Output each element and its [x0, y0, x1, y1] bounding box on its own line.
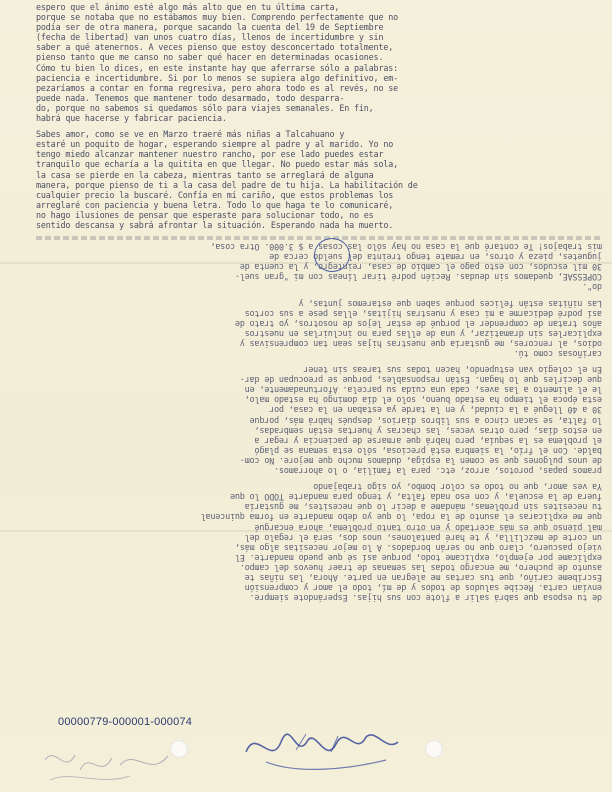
text-line: pezaríamos a contar en forma regresiva, pero ahora todo es al revés, no se — [36, 82, 399, 93]
text-line: mal pienso que es más acertado y en otro tanto problema, ahora encargué — [254, 522, 602, 533]
text-line: odios, al rencores, me gustaría que nuestras hijas sean tan comprensivas y — [239, 339, 602, 349]
paragraph — [36, 365, 602, 476]
text-line: En el colegio van estupendo, hacen todas sus tareas sin tener — [303, 365, 602, 376]
text-line: sentido descansa y sabrá afrontar la situación. Esperando nada ha muerto. — [36, 219, 394, 230]
text-line: espero que el ánimo esté algo más alto que en tu última carta, — [36, 2, 340, 12]
paragraph — [36, 482, 602, 603]
text-line: 30 mil escudos, con esto pago el cambio de casa, reintegro, y la cuenta de — [239, 262, 602, 273]
text-line: paciencia e incertidumbre. Si por lo menos se supiera algo definitivo, em- — [36, 72, 399, 83]
text-line: tranquilo que echaría a la quitita en que llegar. No puedo estar más sola, — [36, 159, 399, 170]
text-line: Ya ves amor, que no todo es color bombo, yo sigo trabajando — [313, 482, 602, 493]
text-line: (fecha de libertad) van unos cuatro días, llenos de incertidumbre y sin — [36, 32, 384, 43]
text-line: así podré dedicarme a mi casa y nuestras hijitas, ellas pese a sus cortos — [244, 308, 602, 319]
text-line: cualquier precio la buscaré. Confía en mí cariño, que estos problemas los — [36, 189, 394, 200]
text-line: un corte de mezclilla, y te haré pantalones, unos dos, será el regalo del — [244, 532, 602, 543]
text-line: tengo miedo alcanzar mantener nuestro rancho, por ese lado puedes estar — [36, 149, 384, 160]
text-line: COPESSAE, quedamos sin deudas. Recién podré tirar líneas con mi "gran suel- — [235, 272, 602, 283]
text-line: asunto de puchero, me encargo todas las semanas de traer huevos del campo. — [239, 562, 602, 573]
text-line: porque se notaba que no estábamos muy bien. Comprendo perfectamente que no — [36, 12, 399, 23]
handwritten-signature — [236, 722, 406, 782]
text-line: saber a qué atenernos. A veces pienso que estoy desconcertado totalmente, — [36, 42, 394, 53]
text-line: en estos días, pero otras veces, las chacras y huertas están sembradas, — [254, 425, 602, 436]
text-line: arreglaré con paciencia y buena letra. Todo lo que haga te lo comunicaré, — [36, 199, 394, 210]
paragraph — [36, 129, 602, 230]
text-line: Cómo tu bien lo dices, en este instante hay que aferrarse sólo a palabras: — [36, 62, 399, 73]
text-line: tu necesites sin problemas, mándame a decir lo que necesites, me gustaría — [244, 502, 602, 513]
text-line: do, porque no sabemos si quedamos sólo para viajes semanales. En fin, — [36, 102, 374, 113]
text-line: mis trabajos! Te contaré que la casa no hay sólo las cosas a $ 3.000. Otra cosa, — [210, 242, 602, 253]
text-line: que decirles que lo hagan. Están responsables, porque se preocupan de dar- — [239, 375, 602, 386]
overlapping-carbon-text-strip — [36, 236, 602, 240]
text-line: esta época el tiempo ha estado bueno, solo el día domingo ha estado malo, — [244, 395, 602, 406]
text-line: explícame por ejemplo, explícame todo, porque así sé que puedo mandarte. El — [235, 552, 602, 563]
text-line: do". — [582, 282, 602, 293]
text-line: le el alimento a las aves, cada una cuida su parcela. Afortunadamente, en — [244, 385, 602, 396]
text-line: cariñosas como tú. — [513, 349, 602, 360]
text-line: que me explicaras el asunto de la ropa, lo que yo debo mandarte en forma quincenal — [200, 512, 602, 523]
text-line: juguetes, pieza y otros, en remate tengo treinta del sueldo cerca de — [269, 252, 602, 263]
handwritten-annotation — [40, 740, 190, 790]
letter-body — [36, 2, 602, 609]
text-line: balde. Con el frío, la siembra está preciosa, sólo esta semana se plagó — [254, 445, 602, 456]
paragraph — [36, 299, 602, 360]
text-line: la casa se pierde en la cabeza, mientras tanto se arreglará de alguna — [36, 169, 374, 180]
text-line: años tratan de comprender el porqué de estar lejos de nosotros, yo trato de — [235, 318, 602, 329]
text-line: Sabes amor, como se ve en Marzo traeré más niñas a Talcahuano y — [36, 129, 345, 140]
text-line: puede nada. Tenemos que mantener todo desarmado, todo desparra- — [36, 92, 345, 103]
document-id: 00000779-000001-000074 — [58, 716, 193, 728]
text-line: envían carta. Recibe saludos de todos y de mí, todo el amor y comprensión — [244, 583, 602, 594]
text-line: el problema es la sequía, pero habrá que armarse de paciencia y regar a — [254, 435, 602, 446]
text-line: explicarles sin dramatizar, y una de ellas para no incluirlas en nuestros — [244, 328, 602, 339]
text-line: de tu esposa que sabrá salir a flote con sus hijas. Esperándote siempre. — [249, 593, 602, 604]
text-line: de unos pulgones que se comen la espiga, dudamos mucho que mejore. No com- — [239, 456, 602, 467]
text-line: podía ser de otra manera, porque sacando la cuenta del 19 de Septiembre — [36, 22, 384, 33]
text-line: pienso tanto que me canso no saber qué hacer en determinadas ocasiones. — [36, 52, 384, 63]
text-line: manera, porque pienso de ti a la casa del padre de tu hija. La habilitación de — [36, 179, 418, 190]
text-line: viejo pascuero, claro que no serán bordados. A lo mejor necesitas algo más, — [235, 542, 602, 553]
paragraph — [36, 2, 602, 123]
text-line: 30 a 40 llegué a la ciudad, y en la tarde ya estaban en la casa, por — [269, 405, 602, 416]
text-line: pramos papas, porotos, arroz, etc. para la familia, o lo ahorramos. — [274, 466, 602, 477]
text-line: fuera de la escuela, y con eso nada falta, y tengo para mandarte TODO lo que — [230, 492, 602, 503]
punch-hole — [425, 740, 443, 758]
blue-ink-circle-mark — [314, 238, 350, 272]
text-line: estaré un poquito de hogar, esperando siempre al padre y al marido. Yo no — [36, 139, 394, 150]
text-line: no hago ilusiones de pensar que esperaste para solucionar todo, no es — [36, 209, 374, 220]
text-line: Las niñitas están felices porque saben que estaremos juntas, y — [298, 298, 602, 309]
text-line: lo falta, se sacan cinco a sus libros diarios, después habrá más, porque — [249, 415, 602, 426]
text-line: Escríbeme cariño, que tus cartas me alegran en parte. Ahora, las niñas te — [244, 573, 602, 584]
text-line: habrá que hacerse y fabricar paciencia. — [36, 113, 227, 124]
